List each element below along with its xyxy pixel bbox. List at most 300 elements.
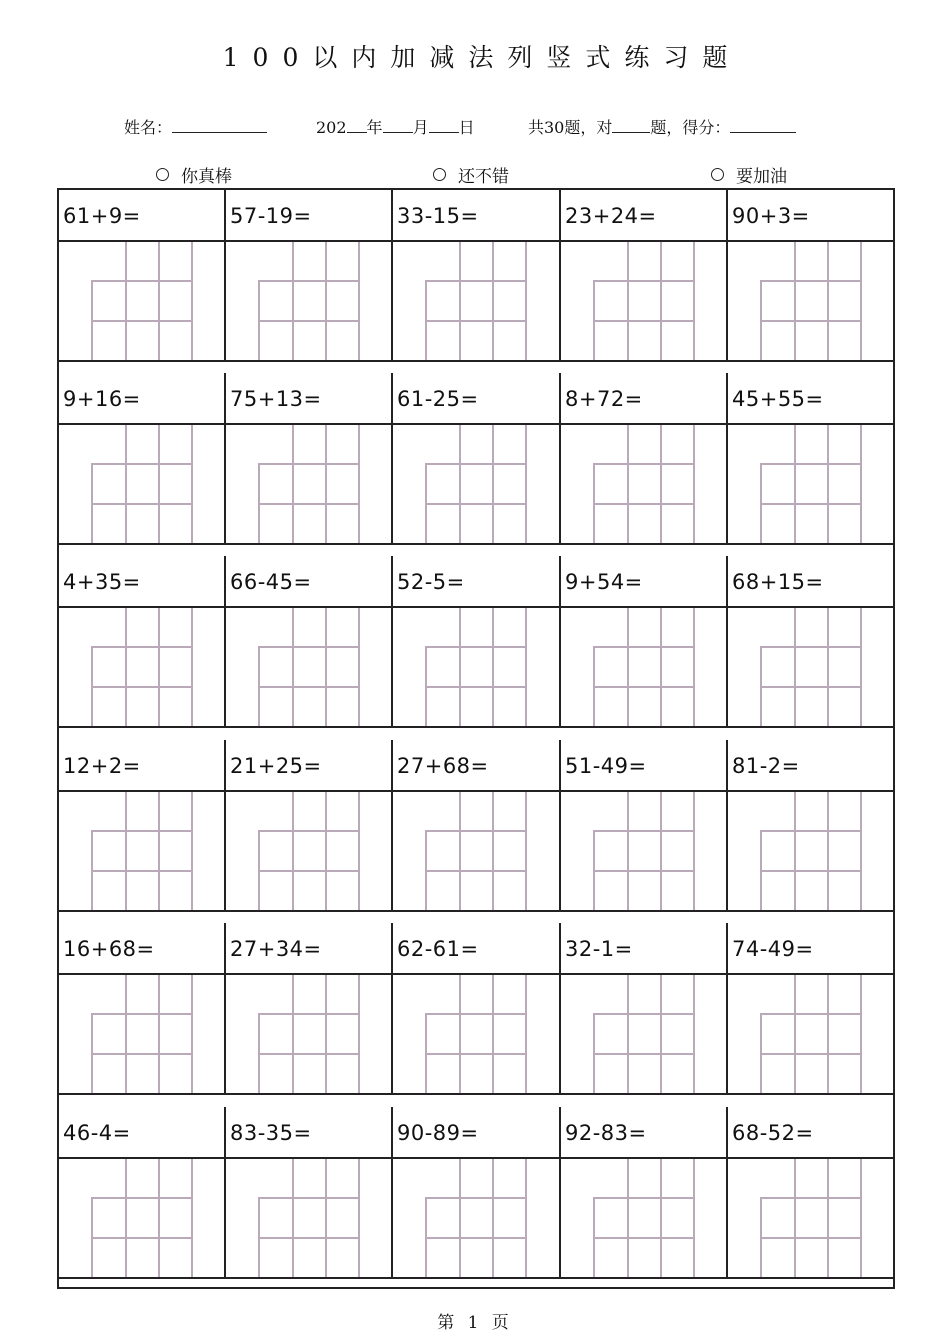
problem-cell [226,556,393,728]
grid-vertical-line [693,1159,695,1277]
problem-cell [561,1107,728,1279]
grid-horizontal-line [760,280,862,282]
grid-vertical-line [358,425,360,543]
year-unit: 年 [366,118,383,137]
equation-text: 4+35= [63,570,141,594]
grid-horizontal-line [425,463,527,465]
rating-label: 你真棒 [181,167,232,187]
problem-cell [226,923,393,1095]
problem-row [59,190,893,362]
equation-text: 92-83= [565,1121,647,1145]
cell-bottom-line [59,1093,224,1095]
grid-horizontal-line [258,280,360,282]
score-field[interactable] [528,115,796,138]
cell-bottom-line [393,1277,559,1279]
problem-cell [226,740,393,912]
grid-vertical-line [191,975,193,1093]
grid-vertical-line [492,975,494,1093]
equation-text: 57-19= [230,204,312,228]
grid-horizontal-line [593,646,695,648]
vertical-calc-grid[interactable] [258,608,360,726]
grid-horizontal-line [425,830,527,832]
grid-vertical-line [492,792,494,910]
correct-unit: 题，得分： [650,118,731,137]
problem-cell [728,1107,893,1279]
grid-vertical-line [125,975,127,1093]
grid-vertical-line [860,425,862,543]
vertical-calc-grid[interactable] [760,608,862,726]
grid-vertical-line [325,975,327,1093]
grid-vertical-line [325,792,327,910]
vertical-calc-grid[interactable] [593,1159,695,1277]
grid-horizontal-line [593,503,695,505]
grid-vertical-line [860,975,862,1093]
grid-vertical-line [693,242,695,360]
problem-cell [561,556,728,728]
grid-vertical-line [325,608,327,726]
grid-vertical-line [158,792,160,910]
grid-vertical-line [358,608,360,726]
grid-vertical-line [794,1159,796,1277]
equation-text: 75+13= [230,387,322,411]
grid-vertical-line [627,1159,629,1277]
grid-vertical-line [358,975,360,1093]
grid-vertical-line [158,975,160,1093]
grid-vertical-line [660,975,662,1093]
vertical-calc-grid[interactable] [593,425,695,543]
grid-horizontal-line [258,1237,360,1239]
vertical-calc-grid[interactable] [425,975,527,1093]
grid-vertical-line [325,425,327,543]
grid-horizontal-line [91,280,193,282]
grid-horizontal-line [91,870,193,872]
grid-vertical-line [158,425,160,543]
cell-bottom-line [728,1277,893,1279]
vertical-calc-grid[interactable] [91,242,193,360]
vertical-calc-grid[interactable] [258,975,360,1093]
vertical-calc-grid[interactable] [425,425,527,543]
grid-horizontal-line [258,870,360,872]
equation-text: 62-61= [397,937,479,961]
problem-cell [393,373,561,545]
vertical-calc-grid[interactable] [91,1159,193,1277]
radio-circle-icon[interactable] [433,168,446,181]
grid-horizontal-line [593,870,695,872]
equation-text: 61-25= [397,387,479,411]
equation-text: 66-45= [230,570,312,594]
problem-row [59,923,893,1095]
equation-text: 90+3= [732,204,810,228]
cell-bottom-line [226,910,391,912]
grid-vertical-line [827,608,829,726]
equation-text: 23+24= [565,204,657,228]
grid-vertical-line [860,608,862,726]
problem-cell [561,190,728,362]
vertical-calc-grid[interactable] [760,242,862,360]
date-year-prefix: 202 [316,118,347,137]
grid-vertical-line [660,1159,662,1277]
equation-text: 83-35= [230,1121,312,1145]
grid-horizontal-line [425,1013,527,1015]
score-blank[interactable] [730,118,796,133]
grid-vertical-line [459,425,461,543]
grid-horizontal-line [593,830,695,832]
problem-cell [728,923,893,1095]
vertical-calc-grid[interactable] [258,1159,360,1277]
grid-horizontal-line [425,870,527,872]
rating-row [0,162,950,188]
grid-vertical-line [125,425,127,543]
problem-cell [561,373,728,545]
grid-vertical-line [459,792,461,910]
grid-horizontal-line [593,320,695,322]
problem-cell [59,740,226,912]
equation-text: 68+15= [732,570,824,594]
cell-bottom-line [226,726,391,728]
grid-horizontal-line [425,1197,527,1199]
equation-text: 90-89= [397,1121,479,1145]
grid-horizontal-line [593,1197,695,1199]
grid-vertical-line [827,242,829,360]
correct-blank[interactable] [612,118,650,133]
grid-vertical-line [191,425,193,543]
grid-horizontal-line [91,1053,193,1055]
grid-vertical-line [158,242,160,360]
day-blank[interactable] [429,118,459,133]
grid-horizontal-line [760,463,862,465]
grid-horizontal-line [91,320,193,322]
problem-cell [393,923,561,1095]
grid-vertical-line [459,975,461,1093]
grid-horizontal-line [760,1197,862,1199]
vertical-calc-grid[interactable] [258,792,360,910]
grid-vertical-line [660,242,662,360]
grid-horizontal-line [91,463,193,465]
equation-text: 52-5= [397,570,465,594]
vertical-calc-grid[interactable] [425,242,527,360]
grid-vertical-line [125,608,127,726]
grid-vertical-line [794,425,796,543]
equation-text: 51-49= [565,754,647,778]
grid-horizontal-line [91,1197,193,1199]
grid-horizontal-line [91,830,193,832]
cell-bottom-line [561,1277,726,1279]
equation-text: 81-2= [732,754,800,778]
grid-vertical-line [191,792,193,910]
grid-vertical-line [325,242,327,360]
problem-row [59,1107,893,1279]
vertical-calc-grid[interactable] [91,792,193,910]
grid-horizontal-line [91,1013,193,1015]
equation-text: 46-4= [63,1121,131,1145]
grid-vertical-line [794,608,796,726]
vertical-calc-grid[interactable] [593,242,695,360]
grid-vertical-line [325,1159,327,1277]
vertical-calc-grid[interactable] [91,425,193,543]
grid-vertical-line [860,1159,862,1277]
vertical-calc-grid[interactable] [258,425,360,543]
grid-horizontal-line [425,1237,527,1239]
grid-horizontal-line [760,1013,862,1015]
name-blank[interactable] [172,118,267,133]
vertical-calc-grid[interactable] [760,425,862,543]
grid-vertical-line [125,1159,127,1277]
grid-horizontal-line [593,1237,695,1239]
rating-label: 要加油 [736,167,787,187]
grid-vertical-line [125,792,127,910]
grid-vertical-line [525,1159,527,1277]
grid-vertical-line [191,242,193,360]
month-unit: 月 [412,118,429,137]
problem-cell [393,556,561,728]
exercise-grid [57,188,895,1289]
grid-vertical-line [827,975,829,1093]
grid-horizontal-line [760,870,862,872]
cell-bottom-line [561,910,726,912]
grid-vertical-line [794,242,796,360]
grid-vertical-line [860,242,862,360]
radio-circle-icon[interactable] [711,168,724,181]
grid-vertical-line [459,242,461,360]
vertical-calc-grid[interactable] [760,1159,862,1277]
cell-bottom-line [226,543,391,545]
grid-vertical-line [525,425,527,543]
grid-horizontal-line [258,1013,360,1015]
grid-horizontal-line [425,686,527,688]
grid-vertical-line [627,792,629,910]
vertical-calc-grid[interactable] [91,975,193,1093]
problem-cell [561,740,728,912]
problem-cell [59,923,226,1095]
grid-vertical-line [492,242,494,360]
grid-vertical-line [860,792,862,910]
grid-vertical-line [492,1159,494,1277]
grid-horizontal-line [258,1053,360,1055]
cell-bottom-line [393,543,559,545]
grid-horizontal-line [258,1197,360,1199]
vertical-calc-grid[interactable] [91,608,193,726]
cell-bottom-line [393,910,559,912]
grid-vertical-line [794,792,796,910]
vertical-calc-grid[interactable] [425,608,527,726]
equation-text: 16+68= [63,937,155,961]
vertical-calc-grid[interactable] [593,975,695,1093]
grid-vertical-line [693,792,695,910]
grid-vertical-line [827,425,829,543]
page-title: 100以内加减法列竖式练习题 [222,43,742,72]
equation-text: 32-1= [565,937,633,961]
problem-cell [561,923,728,1095]
grid-horizontal-line [593,1053,695,1055]
cell-bottom-line [728,543,893,545]
vertical-calc-grid[interactable] [760,975,862,1093]
grid-horizontal-line [593,1013,695,1015]
student-info-row [0,115,950,141]
grid-vertical-line [827,1159,829,1277]
grid-vertical-line [693,608,695,726]
problem-cell [59,190,226,362]
problem-cell [59,556,226,728]
grid-vertical-line [660,608,662,726]
grid-horizontal-line [91,686,193,688]
equation-text: 9+16= [63,387,141,411]
grid-horizontal-line [425,320,527,322]
grid-vertical-line [627,608,629,726]
equation-text: 27+68= [397,754,489,778]
grid-vertical-line [492,608,494,726]
vertical-calc-grid[interactable] [760,792,862,910]
grid-vertical-line [191,608,193,726]
grid-horizontal-line [760,686,862,688]
grid-vertical-line [627,975,629,1093]
grid-horizontal-line [258,830,360,832]
grid-vertical-line [292,975,294,1093]
grid-horizontal-line [258,463,360,465]
grid-vertical-line [292,792,294,910]
problem-cell [393,1107,561,1279]
grid-vertical-line [358,242,360,360]
grid-vertical-line [660,425,662,543]
grid-horizontal-line [593,463,695,465]
problem-cell [728,190,893,362]
grid-vertical-line [292,1159,294,1277]
equation-text: 8+72= [565,387,643,411]
grid-vertical-line [158,1159,160,1277]
grid-vertical-line [693,425,695,543]
cell-bottom-line [393,360,559,362]
cell-bottom-line [393,726,559,728]
cell-bottom-line [59,1277,224,1279]
cell-bottom-line [59,360,224,362]
equation-text: 9+54= [565,570,643,594]
rating-label: 还不错 [458,167,509,187]
day-unit: 日 [458,118,475,137]
grid-vertical-line [292,425,294,543]
equation-text: 12+2= [63,754,141,778]
grid-vertical-line [627,425,629,543]
cell-bottom-line [226,360,391,362]
problem-cell [226,190,393,362]
cell-bottom-line [59,543,224,545]
radio-circle-icon[interactable] [156,168,169,181]
grid-vertical-line [191,1159,193,1277]
cell-bottom-line [728,726,893,728]
month-blank[interactable] [383,118,413,133]
grid-horizontal-line [425,1053,527,1055]
grid-horizontal-line [760,830,862,832]
equation-text: 74-49= [732,937,814,961]
cell-bottom-line [728,1093,893,1095]
grid-vertical-line [358,1159,360,1277]
cell-bottom-line [59,726,224,728]
grid-vertical-line [459,608,461,726]
grid-horizontal-line [258,503,360,505]
grid-vertical-line [125,242,127,360]
vertical-calc-grid[interactable] [593,792,695,910]
grid-horizontal-line [760,1237,862,1239]
page-number: 第 1 页 [437,1313,513,1333]
rating-option[interactable] [156,162,232,187]
grid-vertical-line [693,975,695,1093]
problem-row [59,373,893,545]
grid-horizontal-line [425,280,527,282]
vertical-calc-grid[interactable] [425,1159,527,1277]
rating-option[interactable] [433,162,509,187]
equation-text: 21+25= [230,754,322,778]
grid-horizontal-line [91,1237,193,1239]
year-blank[interactable] [347,118,367,133]
problem-cell [728,556,893,728]
grid-vertical-line [525,975,527,1093]
grid-horizontal-line [91,646,193,648]
grid-vertical-line [459,1159,461,1277]
grid-vertical-line [627,242,629,360]
vertical-calc-grid[interactable] [425,792,527,910]
problem-cell [393,190,561,362]
grid-horizontal-line [425,646,527,648]
grid-horizontal-line [760,646,862,648]
problem-row [59,556,893,728]
problem-cell [226,1107,393,1279]
equation-text: 68-52= [732,1121,814,1145]
grid-horizontal-line [593,686,695,688]
grid-horizontal-line [760,320,862,322]
equation-text: 61+9= [63,204,141,228]
cell-bottom-line [561,1093,726,1095]
grid-vertical-line [525,242,527,360]
vertical-calc-grid[interactable] [593,608,695,726]
date-field[interactable] [316,115,475,138]
problem-cell [728,740,893,912]
name-label: 姓名： [124,118,173,137]
problem-cell [728,373,893,545]
cell-bottom-line [561,726,726,728]
grid-horizontal-line [760,503,862,505]
problem-cell [59,373,226,545]
grid-vertical-line [794,975,796,1093]
grid-vertical-line [158,608,160,726]
cell-bottom-line [561,360,726,362]
problem-cell [393,740,561,912]
grid-horizontal-line [258,646,360,648]
grid-vertical-line [525,792,527,910]
equation-text: 33-15= [397,204,479,228]
problem-row [59,740,893,912]
grid-vertical-line [492,425,494,543]
grid-vertical-line [292,608,294,726]
total-text: 共30题，对 [528,118,613,137]
name-field[interactable] [124,115,267,138]
cell-bottom-line [728,910,893,912]
grid-vertical-line [292,242,294,360]
grid-horizontal-line [91,503,193,505]
equation-text: 27+34= [230,937,322,961]
grid-horizontal-line [258,686,360,688]
grid-horizontal-line [258,320,360,322]
cell-bottom-line [59,910,224,912]
problem-cell [226,373,393,545]
cell-bottom-line [226,1277,391,1279]
cell-bottom-line [393,1093,559,1095]
grid-vertical-line [660,792,662,910]
equation-text: 45+55= [732,387,824,411]
cell-bottom-line [728,360,893,362]
grid-horizontal-line [760,1053,862,1055]
rating-option[interactable] [711,162,787,187]
problem-cell [59,1107,226,1279]
cell-bottom-line [561,543,726,545]
vertical-calc-grid[interactable] [258,242,360,360]
